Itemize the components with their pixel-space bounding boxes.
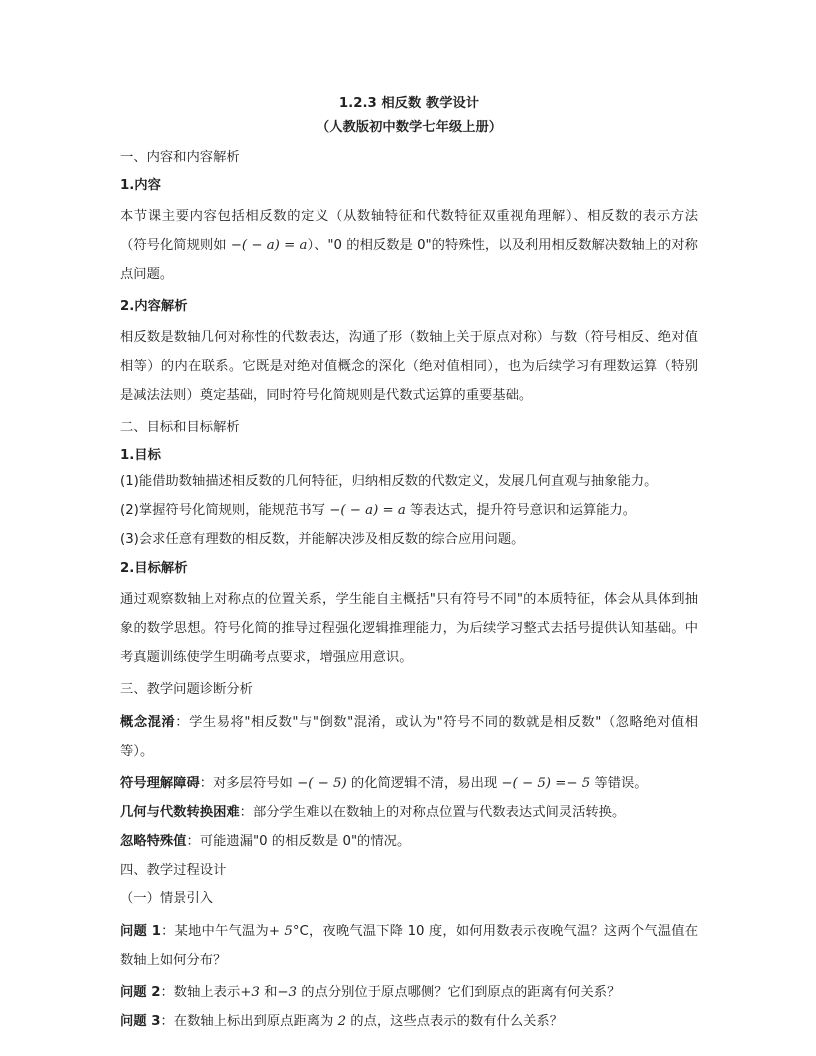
paragraph-content-analysis: 相反数是数轴几何对称性的代数表达，沟通了形（数轴上关于原点对称）与数（符号相反、绝对值相等）的内在联系。它既是对绝对值概念的深化（绝对值相同），也为后续学习有理数运算（特别是减法法则）奠定基础，同时符号化简规则是代数式运算的重要基础。: [120, 330, 698, 403]
question-3: [120, 1012, 698, 1032]
math-expression: + 5: [268, 924, 293, 939]
text-run: ：学生易将"相反数"与"倒数"混淆，或认为"符号不同的数就是相反数"（忽略绝对值相等）。: [120, 715, 699, 759]
math-expression: 2: [337, 1014, 347, 1029]
text-run: °C，夜晚气温下降 10 度，如何用数表示夜晚气温？这两个气温值在数轴上如何分布？: [120, 924, 699, 968]
section-heading-goals: 二、目标和目标解析: [120, 420, 240, 435]
item-label: 忽略特殊值: [120, 834, 187, 849]
text-run: ：数轴上表示: [160, 985, 241, 1000]
question-label: 问题 2: [120, 985, 161, 1000]
diagnosis-item-2: [120, 774, 698, 794]
text-run: ：可能遗漏"0 的相反数是 0"的情况。: [186, 834, 411, 849]
text-run: 和: [259, 985, 278, 1000]
item-label: 概念混淆: [120, 715, 176, 730]
question-label: 问题 1: [120, 924, 161, 939]
question-label: 问题 3: [120, 1014, 161, 1029]
goal-item-2: [120, 501, 698, 521]
section-heading-process: 四、教学过程设计: [120, 863, 227, 878]
paragraph-content: [120, 202, 698, 289]
text-run: ：部分学生难以在数轴上的对称点位置与代数表达式间灵活转换。: [239, 805, 626, 820]
text-run: 本节课主要内容包括相反数的定义（从数轴特征和代数特征双重视角理解）、相反数的表示方法（符号化简规则如: [120, 209, 698, 253]
text-run: ）、"0 的相反数是 0"的特殊性，以及利用相反数解决数轴上的对称点问题。: [120, 238, 698, 282]
diagnosis-item-3: [120, 803, 698, 823]
subheading-content-analysis: 2.内容解析: [120, 299, 188, 314]
text-run: (2)掌握符号化简规则，能规范书写: [120, 503, 330, 518]
text-run: 的点分别位于原点哪侧？它们到原点的距离有何关系？: [297, 985, 621, 1000]
document-title: 1.2.3 相反数 教学设计: [338, 96, 480, 111]
text-run: ：某地中午气温为: [160, 924, 269, 939]
goal-item-1: (1)能借助数轴描述相反数的几何特征，归纳相反数的代数定义，发展几何直观与抽象能力。: [120, 474, 658, 489]
paragraph-goals-analysis: 通过观察数轴上对称点的位置关系，学生能自主概括"只有符号不同"的本质特征，体会从具体到抽象的数学思想。符号化简的推导过程强化逻辑推理能力，为后续学习整式去括号提供认知基础。中考真题训练使学生明确考点要求，增强应用意识。: [120, 592, 698, 665]
section-heading-diagnosis: 三、教学问题诊断分析: [120, 682, 253, 697]
document-subtitle: （人教版初中数学七年级上册）: [315, 120, 503, 135]
question-1: [120, 917, 698, 975]
text-run: ：在数轴上标出到原点距离为: [160, 1014, 338, 1029]
text-run: 的化简逻辑不清，易出现: [346, 776, 502, 791]
math-expression: −( − a) = a: [230, 238, 308, 253]
math-expression: −3: [277, 985, 298, 1000]
subsection-heading-intro: （一）情景引入: [120, 891, 214, 906]
item-label: 几何与代数转换困难: [120, 805, 240, 820]
text-run: ：对多层符号如: [199, 776, 298, 791]
subheading-goals: 1.目标: [120, 448, 161, 463]
text-run: 等表达式，提升符号意识和运算能力。: [405, 503, 637, 518]
text-run: 等错误。: [590, 776, 648, 791]
text-run: 的点，这些点表示的数有什么关系？: [346, 1014, 564, 1029]
document-page: [120, 92, 698, 1041]
section-heading-content: 一、内容和内容解析: [120, 150, 240, 165]
item-label: 符号理解障碍: [120, 776, 200, 791]
math-expression: +3: [240, 985, 260, 1000]
diagnosis-item-4: [120, 832, 698, 852]
subheading-content: 1.内容: [120, 178, 161, 193]
goal-item-3: (3)会求任意有理数的相反数，并能解决涉及相反数的综合应用问题。: [120, 532, 525, 547]
math-expression: −( − a) = a: [329, 503, 406, 518]
math-expression: −( − 5): [297, 776, 347, 791]
question-2: [120, 983, 698, 1003]
subheading-goals-analysis: 2.目标解析: [120, 561, 188, 576]
diagnosis-item-1: [120, 708, 698, 766]
math-expression: −( − 5) =− 5: [501, 776, 591, 791]
